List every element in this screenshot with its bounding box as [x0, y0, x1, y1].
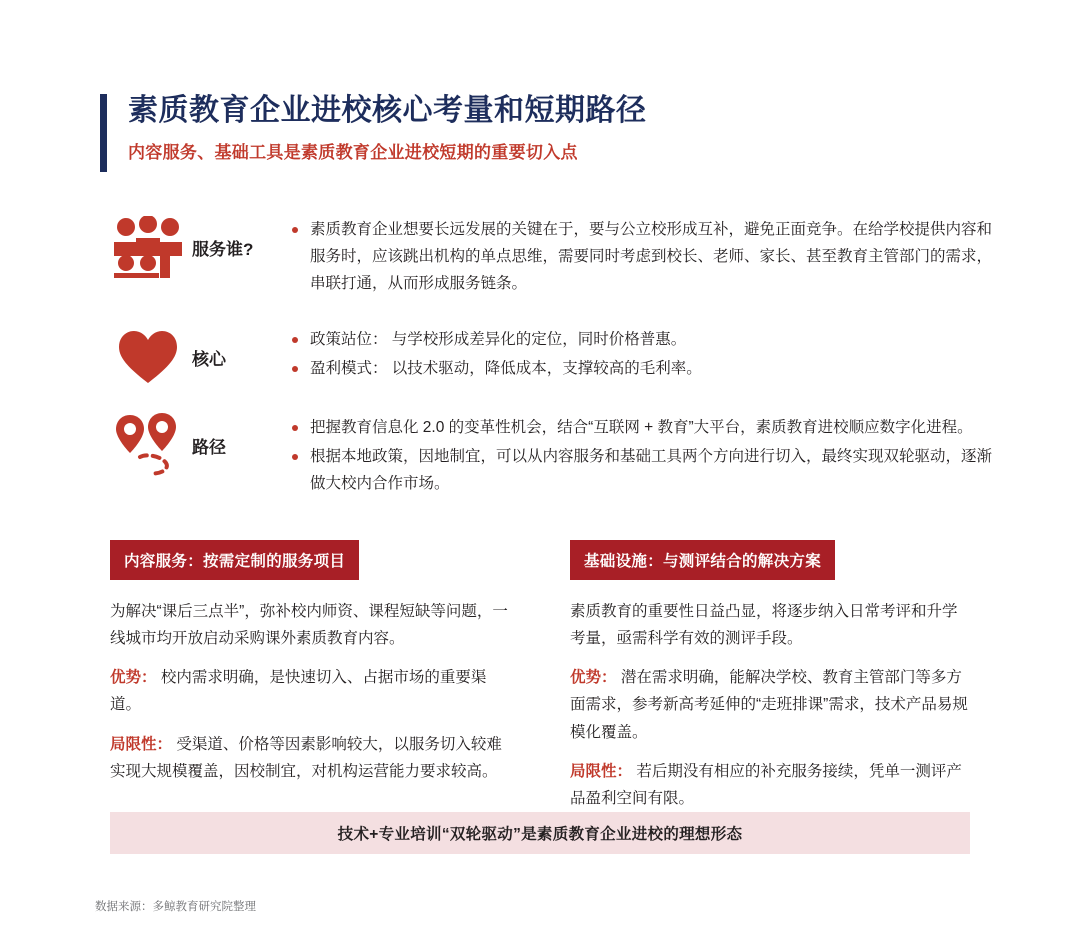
card-heading: 基础设施：与测评结合的解决方案 [570, 540, 835, 580]
section-core [110, 322, 1000, 392]
section-label: 路径 [192, 437, 226, 457]
section-label: 核心 [192, 349, 226, 369]
card-heading: 内容服务：按需定制的服务项目 [110, 540, 359, 580]
card-intro: 素质教育的重要性日益凸显，将逐步纳入日常考评和升学考量，亟需科学有效的测评手段。 [570, 603, 958, 648]
section-bullets [290, 322, 1000, 384]
header-accent-bar [100, 94, 107, 172]
route-pin-icon [110, 410, 186, 480]
section-icon-label-group [110, 322, 290, 392]
section-bullets [290, 212, 1000, 299]
section-who-we-serve [110, 212, 1000, 299]
card-point-text: 受渠道、价格等因素影响较大，以服务切入较难实现大规模覆盖，因校制宜，对机构运营能力要求较高。 [110, 735, 502, 780]
card-body [570, 598, 970, 812]
page-title: 素质教育企业进校核心考量和短期路径 [128, 94, 647, 127]
section-icon-label-group [110, 212, 290, 282]
card-point-label: 优势： [570, 669, 617, 687]
card-point [110, 664, 510, 718]
heart-icon [110, 322, 186, 392]
card-point [570, 664, 970, 745]
bullet-item: 盈利模式： 以技术驱动，降低成本，支撑较高的毛利率。 [290, 355, 1000, 382]
card-point-label: 局限性： [110, 735, 173, 753]
card-body [110, 598, 510, 785]
section-label: 服务谁? [192, 239, 254, 259]
header [100, 92, 1000, 163]
header-text [128, 92, 1000, 163]
bullet-item: 素质教育企业想要长远发展的关键在于，要与公立校形成互补，避免正面竞争。在给学校提供内容和服务时，应该跳出机构的单点思维，需要同时考虑到校长、老师、家长、甚至教育主管部门的需求，串联打通，从而形成服务链条。 [290, 216, 1000, 297]
source-note: 数据来源：多鲸教育研究院整理 [95, 901, 256, 913]
card-infrastructure [570, 540, 970, 824]
summary-banner: 技术+专业培训“双轮驱动”是素质教育企业进校的理想形态 [110, 812, 970, 854]
card-intro: 为解决“课后三点半”，弥补校内师资、课程短缺等问题，一线城市均开放启动采购课外素质教育内容。 [110, 603, 508, 648]
card-point-text: 潜在需求明确，能解决学校、教育主管部门等多方面需求，参考新高考延伸的“走班排课”需求，技术产品易规模化覆盖。 [570, 669, 968, 741]
card-point-label: 优势： [110, 669, 157, 687]
section-icon-label-group [110, 410, 290, 480]
section-bullets [290, 410, 1000, 499]
bullet-item: 政策站位： 与学校形成差异化的定位，同时价格普惠。 [290, 326, 1000, 353]
people-group-icon [110, 212, 186, 282]
page-subtitle: 内容服务、基础工具是素质教育企业进校短期的重要切入点 [128, 142, 578, 162]
bullet-item: 根据本地政策，因地制宜，可以从内容服务和基础工具两个方向进行切入，最终实现双轮驱动，逐渐做大校内合作市场。 [290, 443, 1000, 497]
bullet-item: 把握教育信息化 2.0 的变革性机会，结合“互联网 + 教育”大平台，素质教育进校顺应数字化进程。 [290, 414, 1000, 441]
card-point [110, 731, 510, 785]
card-content-service [110, 540, 510, 797]
card-point-text: 若后期没有相应的补充服务接续，凭单一测评产品盈利空间有限。 [570, 762, 962, 807]
card-point-label: 局限性： [570, 762, 633, 780]
card-point [570, 758, 970, 812]
card-point-text: 校内需求明确，是快速切入、占据市场的重要渠道。 [110, 669, 487, 714]
section-path [110, 410, 1000, 499]
